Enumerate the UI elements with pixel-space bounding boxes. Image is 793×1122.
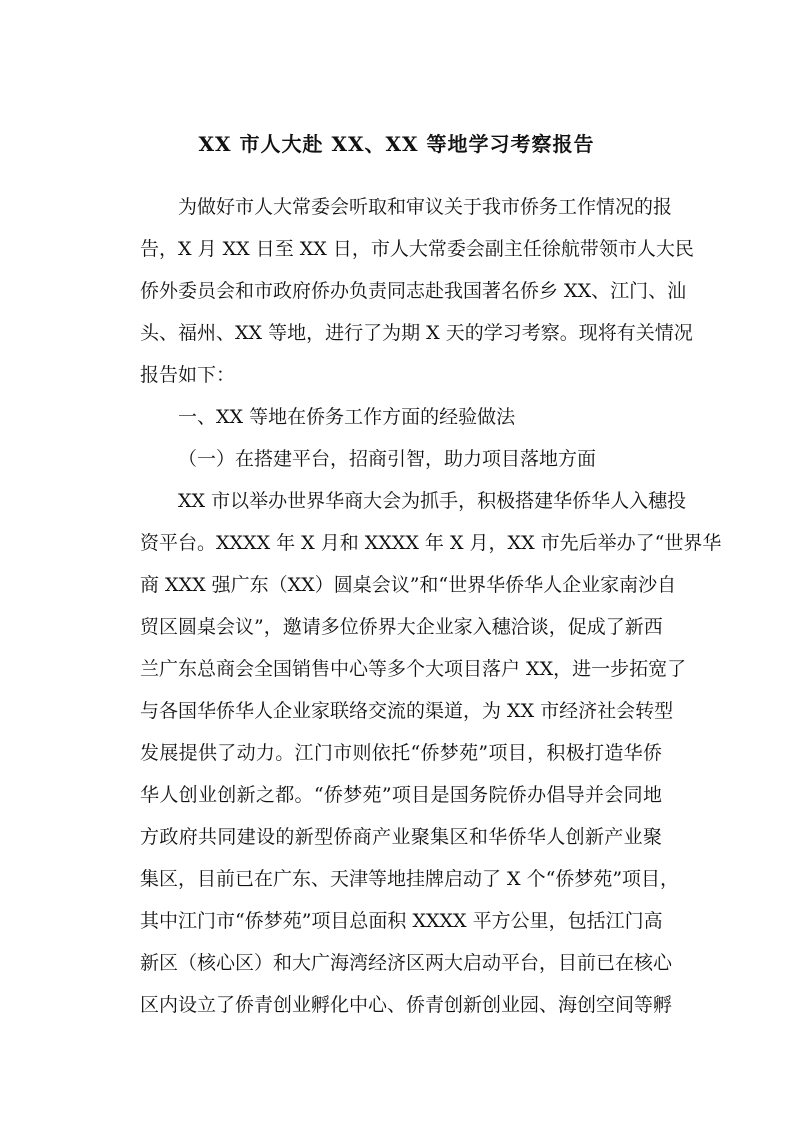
- document-title: XX 市人大赴 XX、XX 等地学习考察报告: [198, 132, 595, 156]
- paragraph-line: 区内设立了侨青创业孵化中心、侨青创新创业园、海创空间等孵: [140, 994, 673, 1016]
- paragraph-line: 为做好市人大常委会听取和审议关于我市侨务工作情况的报: [178, 196, 673, 218]
- document-body: [140, 186, 722, 1026]
- paragraph-line: 其中江门市“侨梦苑”项目总面积 XXXX 平方公里，包括江门高: [140, 910, 663, 932]
- paragraph-line: 新区（核心区）和大广海湾经济区两大启动平台，目前已在核心: [140, 952, 673, 974]
- paragraph-line: 侨外委员会和市政府侨办负责同志赴我国著名侨乡 XX、江门、汕: [140, 280, 687, 302]
- paragraph-line: 与各国华侨华人企业家联络交流的渠道，为 XX 市经济社会转型: [140, 700, 674, 722]
- paragraph-line: 集区，目前已在广东、天津等地挂牌启动了 X 个“侨梦苑”项目，: [140, 868, 680, 890]
- paragraph-line: 头、福州、XX 等地，进行了为期 X 天的学习考察。现将有关情况: [140, 322, 693, 344]
- paragraph-line: 资平台。XXXX 年 X 月和 XXXX 年 X 月，XX 市先后举办了“世界华: [140, 532, 722, 554]
- paragraph-line: 贸区圆桌会议”，邀请多位侨界大企业家入穗洽谈，促成了新西: [140, 616, 663, 638]
- paragraph-line: 报告如下：: [140, 364, 236, 386]
- section-heading: 一、XX 等地在侨务工作方面的经验做法: [178, 406, 516, 428]
- paragraph-line: 兰广东总商会全国销售中心等多个大项目落户 XX，进一步拓宽了: [140, 658, 687, 680]
- paragraph-line: 告，X 月 XX 日至 XX 日，市人大常委会副主任徐航带领市人大民: [140, 238, 694, 260]
- subsection-heading: （一）在搭建平台，招商引智，助力项目落地方面: [178, 448, 597, 470]
- paragraph-line: XX 市以举办世界华商大会为抓手，积极搭建华侨华人入穗投: [178, 490, 687, 512]
- paragraph-line: 方政府共同建设的新型侨商产业聚集区和华侨华人创新产业聚: [140, 826, 662, 848]
- paragraph-line: 华人创业创新之都。“侨梦苑”项目是国务院侨办倡导并会同地: [140, 784, 662, 806]
- paragraph-line: 商 XXX 强广东（XX）圆桌会议”和“世界华侨华人企业家南沙自: [140, 574, 677, 596]
- paragraph-line: 发展提供了动力。江门市则依托“侨梦苑”项目，积极打造华侨: [140, 742, 662, 764]
